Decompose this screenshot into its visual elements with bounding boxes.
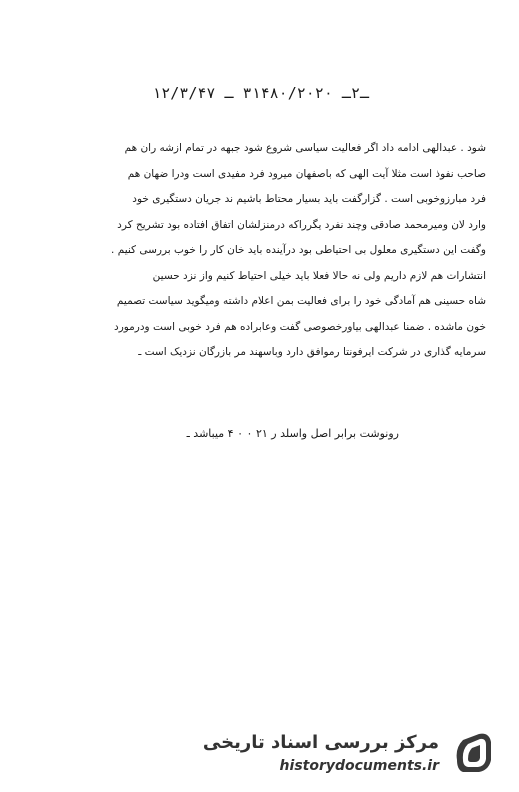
body-line: وارد لان ومیرمحمد صادقی وچند نفرد یگرراکه درمنزلشان اتفاق افتاده بود تشریح کرد: [117, 218, 486, 231]
body-line: فرد مبارزوخوبی است . گزارگفت باید بسیار محتاط باشیم ند جریان دستگیری خود: [132, 193, 486, 205]
book-scroll-logo-icon: [449, 730, 495, 776]
copy-certification-note: رونوشت برابر اصل واسلد ر ۲۱ ۰ ۰ ۴ میباشد ـ: [186, 427, 399, 440]
document-reference-number: ـ۲ـ ۳۱۴۸۰/۲۰۲۰ ـ ۱۲/۳/۴۷: [152, 84, 369, 102]
body-line: سرمایه گذاری در شرکت ایرفونتا رموافق دارد وباسهند مر بازرگان نزدیک است ـ: [138, 346, 486, 358]
watermark-title: مرکز بررسی اسناد تاریخی: [202, 732, 439, 753]
body-line: شاه حسینی هم آمادگی خود را برای فعالیت بمن اعلام داشته ومیگوید سیاست تصمیم: [116, 295, 486, 307]
document-body: [36, 136, 486, 366]
body-line: خون ماشده . ضمنا عبدالهی بیاورخصوصی گفت وعابراده هم فرد خوبی است ودرمورد: [114, 320, 486, 333]
body-line: انتشارات هم لازم داریم ولی نه حالا فعلا باید خیلی احتیاط کنیم واز نزد حسین: [152, 269, 486, 282]
watermark: [202, 724, 495, 784]
body-line: صاحب نفوذ است مثلا آیت الهی که باصفهان میرود فرد مفیدی است ودرا ضهان هم: [127, 167, 486, 180]
body-line: شود . عبدالهی ادامه داد اگر فعالیت سیاسی شروع شود جبهه در تمام ازشه ران هم: [124, 142, 486, 154]
watermark-url: historydocuments.ir: [279, 758, 439, 774]
body-line: وگفت این دستگیری معلول بی احتیاطی بود درآینده باید خان کار را خوب بررسی کنیم .: [111, 244, 486, 256]
